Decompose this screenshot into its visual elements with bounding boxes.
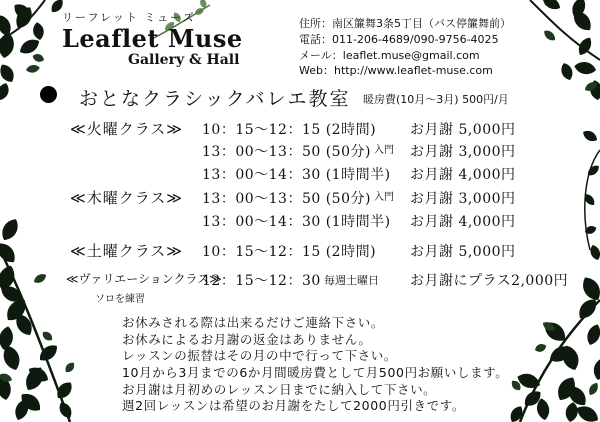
brand-subtitle: Gallery & Hall	[128, 52, 240, 68]
leaf-shape	[534, 342, 548, 353]
leaf-shape	[0, 62, 17, 85]
leaf-shape	[63, 360, 76, 374]
leaf-shape	[584, 322, 600, 347]
schedule-time: 13：00～13：50 (50分)	[202, 191, 371, 207]
leaf-shape	[0, 31, 16, 59]
note-line: 10月から3月までの6か月間暖房費として月500円お願いします。	[122, 365, 509, 380]
schedule-time: 10：15～12：15 (2時間)	[202, 122, 377, 138]
leaf-shape	[56, 400, 74, 421]
class-name-variation: ≪ヴァリエーションクラス≫	[66, 272, 222, 286]
leaf-shape	[32, 272, 48, 285]
schedule-fee: お月謝 3,000円	[410, 191, 516, 207]
schedule-fee: お月謝 3,000円	[410, 144, 516, 160]
leaf-shape	[25, 64, 40, 74]
schedule-tag: 入門	[374, 192, 394, 203]
leaf-shape	[564, 401, 579, 422]
class-name-saturday: ≪土曜クラス≫	[70, 242, 183, 260]
contact-web: Web：http://www.leaflet-muse.com	[299, 64, 493, 77]
leaf-shape	[40, 329, 54, 342]
note-line: お月謝は月初めのレッスン日までに納入して下さい。	[122, 382, 437, 397]
schedule-fee: お月謝 5,000円	[410, 244, 516, 260]
leaf-shape	[0, 81, 11, 102]
schedule-time: 12：15～12：30	[202, 273, 321, 289]
leaf-shape	[581, 128, 599, 144]
class-name-tuesday: ≪火曜クラス≫	[70, 120, 183, 138]
schedule-time: 13：00～14：30 (1時間半)	[202, 214, 391, 230]
title-bullet-icon	[40, 86, 57, 103]
leaf-shape	[592, 357, 600, 381]
contact-address: 住所：南区簾舞3条5丁目（バス停簾舞前）	[299, 17, 511, 30]
leaf-shape	[32, 21, 45, 41]
brand-kana: リーフレット ミューズ	[62, 11, 196, 24]
note-line: お休みによるお月謝の返金はありません。	[122, 332, 372, 347]
contact-phone: 電話：011-206-4689/090-9756-4025	[299, 33, 499, 46]
leaf-shape	[53, 379, 75, 402]
schedule-fee: お月謝 4,000円	[410, 214, 516, 230]
heating-fee-note: 暖房費(10月～3月) 500円/月	[363, 93, 509, 106]
schedule-time: 13：00～14：30 (1時間半)	[202, 167, 391, 183]
page-title: おとなクラシックバレエ教室	[79, 88, 351, 110]
leaf-shape	[0, 239, 19, 266]
leaf-shape	[542, 28, 558, 43]
leaf-shape	[559, 61, 575, 82]
contact-email: メール：leaflet.muse@gmail.com	[299, 49, 480, 62]
leaf-shape	[579, 274, 600, 304]
schedule-tag: 毎週土曜日	[324, 274, 379, 287]
leaf-shape	[0, 216, 22, 244]
leaf-shape	[588, 243, 600, 261]
leaf-shape	[587, 381, 600, 397]
leaf-shape	[573, 60, 597, 76]
schedule-fee: お月謝 4,000円	[410, 167, 516, 183]
note-line: レッスンの振替はその月の中で行って下さい。	[122, 348, 397, 363]
brand-name: Leaflet Muse	[62, 24, 243, 53]
schedule-fee: お月謝にプラス2,000円	[410, 273, 569, 289]
schedule-tag: 入門	[374, 145, 394, 156]
note-line: 週2回レッスンは希望のお月謝をたして2000円引きです。	[122, 398, 465, 413]
schedule-time: 10：15～12：15 (2時間)	[202, 244, 377, 260]
schedule-time: 13：00～13：50 (50分)	[202, 144, 371, 160]
class-name-thursday: ≪木曜クラス≫	[70, 189, 183, 207]
schedule-fee: お月謝 5,000円	[410, 122, 516, 138]
note-line: お休みされる際は出来るだけご連絡下さい。	[122, 315, 385, 330]
variation-subtitle: ソロを練習	[95, 294, 145, 305]
leaf-shape	[31, 52, 45, 63]
